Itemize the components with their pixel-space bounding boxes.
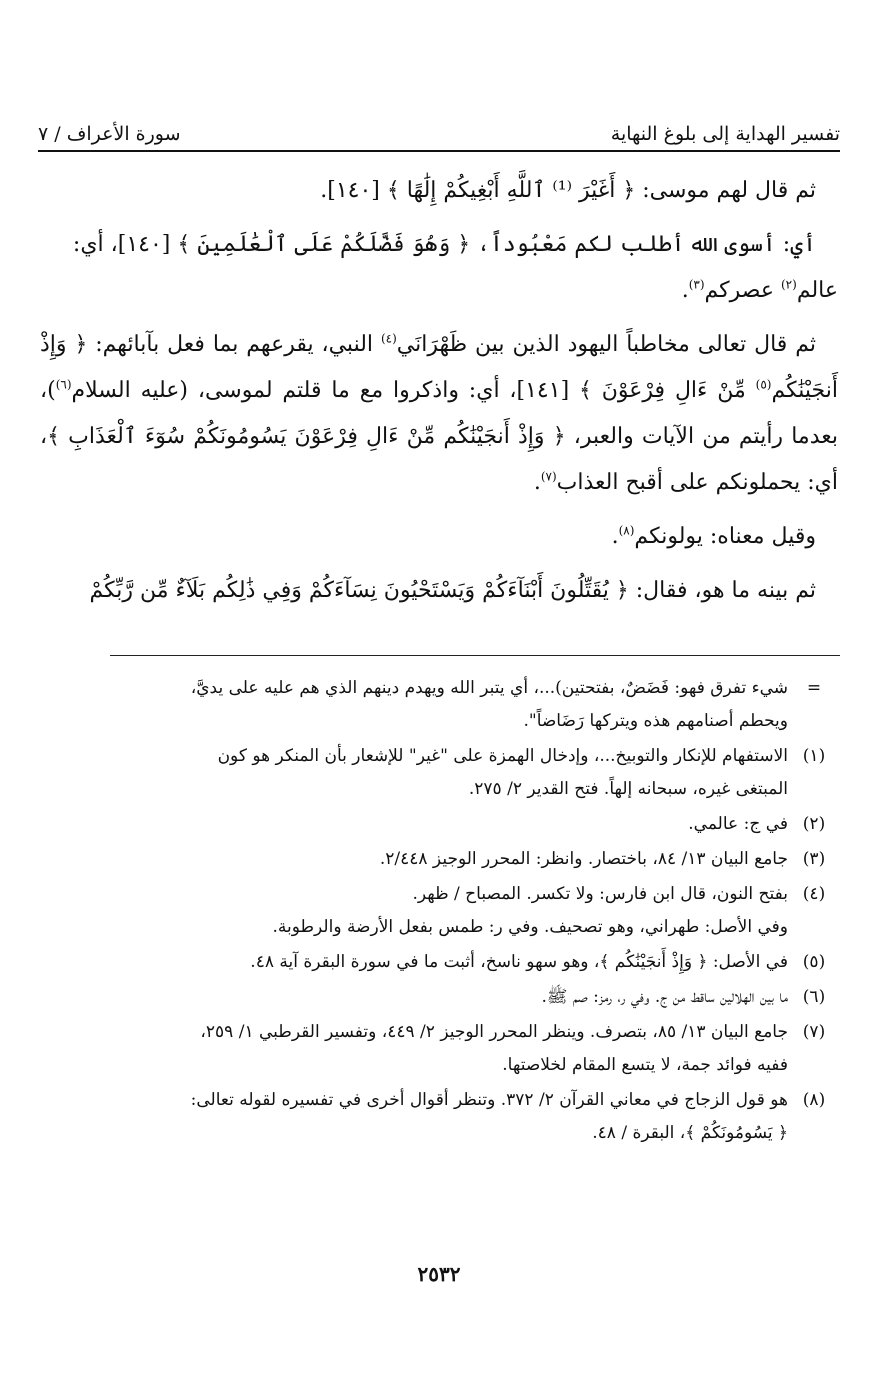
footnote-ref-7: (٧) bbox=[540, 469, 557, 484]
surah-label: سورة الأعراف / ٧ bbox=[38, 123, 181, 145]
footnote-item bbox=[38, 808, 840, 841]
book-title: تفسير الهداية إلى بلوغ النهاية bbox=[610, 123, 840, 145]
footnote-line: في الأصل: ﴿ وَإِذْ أَنجَيْنَٰكُم ﴾، وهو سهو ناسخ، أثبت ما في سورة البقرة آية ٤٨. bbox=[250, 952, 788, 972]
footnote-ref-2: (٢) bbox=[780, 277, 797, 292]
footnote-separator bbox=[110, 655, 840, 656]
footnote-number: (٣) bbox=[802, 849, 826, 869]
footnote-number: (٥) bbox=[802, 952, 826, 972]
footnote-line: ما بين الهلالين ساقط من ج. وفي ر، رمز: صم ﷺ. bbox=[541, 987, 788, 1007]
paragraph-2-line-1: أي: أسوى الله أطلب لكم مَعْبُوداً، ﴿ وَهُوَ فَضَّلَكُمْ عَلَى ٱلْعَٰلَمِينَ ﴾ [١٤٠]، أي: bbox=[72, 232, 816, 257]
paragraph-4 bbox=[40, 514, 838, 560]
footnote-number: (١) bbox=[802, 746, 826, 766]
footnote-ref-6: (٦) bbox=[55, 377, 72, 392]
paragraph-2-text: عالم bbox=[796, 278, 838, 303]
footnote-number: (٢) bbox=[802, 814, 826, 834]
footnote-text bbox=[38, 946, 788, 979]
footnote-line: شيء تفرق فهو: فَضَضٌ، بفتحتين)...، أي يتبر الله ويهدم دينهم الذي هم عليه على يديَّ، bbox=[190, 678, 788, 698]
footnote-text bbox=[38, 1084, 788, 1150]
paragraph-4-text: . bbox=[611, 524, 619, 549]
footnote-line: الاستفهام للإنكار والتوبيخ...، وإدخال الهمزة على "غير" للإشعار بأن المنكر هو كون bbox=[217, 746, 788, 766]
footnote-line: جامع البيان ١٣/ ٨٤، باختصار. وانظر: المحرر الوجيز ٢/٤٤٨. bbox=[379, 849, 788, 869]
footnote-item bbox=[38, 1084, 840, 1150]
footnote-line: ويحطم أصنامهم هذه ويتركها رَضَاضاً". bbox=[523, 711, 788, 731]
footnote-line: في ج: عالمي. bbox=[688, 814, 788, 834]
paragraph-3-text: مِّنْ ءَالِ فِرْعَوْنَ ﴾ [١٤١]، أي: واذكروا مع ما قلتم لموسى، (عليه السلام bbox=[71, 378, 756, 403]
footnote-number: = bbox=[806, 678, 822, 698]
footnote-text bbox=[38, 740, 788, 806]
footnote-number: (٤) bbox=[802, 884, 826, 904]
paragraph-3-text: ثم قال تعالى مخاطباً اليهود الذين بين ظَهْرَانَي bbox=[396, 332, 816, 357]
footnote-line: هو قول الزجاج في معاني القرآن ٢/ ٣٧٢. وتنظر أقوال أخرى في تفسيره لقوله تعالى: bbox=[190, 1090, 788, 1110]
paragraph-3-text: النبي، يقرعهم بما فعل بآبائهم: ﴿ وَإِذْ أَنجَيْنَٰكُم bbox=[40, 332, 838, 403]
footnotes bbox=[38, 672, 840, 1152]
footnote-item bbox=[38, 843, 840, 876]
footnote-text bbox=[38, 981, 788, 1014]
footnote-ref-8: (٨) bbox=[618, 523, 635, 538]
footnote-item bbox=[38, 672, 840, 738]
header-rule bbox=[38, 150, 840, 152]
footnote-item bbox=[38, 981, 840, 1014]
footnote-ref-3: (٣) bbox=[688, 277, 705, 292]
page-number: ٢٥٣٢ bbox=[417, 1262, 461, 1286]
footnote-number: (٧) bbox=[802, 1022, 826, 1042]
main-text bbox=[40, 168, 838, 622]
footnote-text bbox=[38, 1016, 788, 1082]
paragraph-3 bbox=[40, 322, 838, 506]
paragraph-3-text: . bbox=[533, 470, 541, 495]
footnote-ref-4: (٤) bbox=[380, 331, 397, 346]
footnote-item bbox=[38, 740, 840, 806]
footnote-number: (٦) bbox=[802, 987, 826, 1007]
footnote-number: (٨) bbox=[802, 1090, 826, 1110]
footnote-text bbox=[38, 808, 788, 841]
paragraph-4-text: وقيل معناه: يولونكم bbox=[634, 524, 816, 549]
footnote-line: ففيه فوائد جمة، لا يتسع المقام لخلاصتها. bbox=[502, 1055, 788, 1075]
footnote-line: المبتغى غيره، سبحانه إلهاً. فتح القدير ٢/ ٢٧٥. bbox=[468, 779, 788, 799]
paragraph-1: ثم قال لهم موسى: ﴿ أَغَيْرَ ⁽¹⁾ ٱللَّهِ أَبْغِيكُمْ إِلَٰهًا ﴾ [١٤٠]. bbox=[320, 178, 816, 203]
footnote-line: بفتح النون، قال ابن فارس: ولا تكسر. المصباح / ظهر. bbox=[412, 884, 788, 904]
footnote-line: ﴿ يَسُومُونَكُمْ ﴾، البقرة / ٤٨. bbox=[592, 1123, 788, 1143]
paragraph-2-text: عصركم bbox=[704, 278, 781, 303]
footnote-text bbox=[38, 878, 788, 944]
footnote-ref-5: (٥) bbox=[755, 377, 772, 392]
footnote-line: وفي الأصل: طهراني، وهو تصحيف. وفي ر: طمس بفعل الأرضة والرطوبة. bbox=[272, 917, 788, 937]
footnote-line: جامع البيان ١٣/ ٨٥، بتصرف. وينظر المحرر الوجيز ٢/ ٤٤٩، وتفسير القرطبي ١/ ٢٥٩، bbox=[200, 1022, 788, 1042]
paragraph-3-text: )، بعدما رأيتم من الآيات والعبر، ﴿ وَإِذْ أَنجَيْنَٰكُم مِّنْ ءَالِ فِرْعَوْنَ يَسُومُونَكُمْ سُوٓءَ ٱلْعَذَابِ ﴾، أي: يحملونكم على أقبح العذاب bbox=[40, 378, 838, 495]
paragraph-2 bbox=[40, 222, 838, 314]
footnote-item bbox=[38, 1016, 840, 1082]
footnote-item bbox=[38, 878, 840, 944]
running-header bbox=[38, 108, 840, 144]
footnote-text bbox=[38, 843, 788, 876]
footnote-item bbox=[38, 946, 840, 979]
book-page bbox=[38, 0, 840, 1381]
paragraph-2-text: . bbox=[681, 278, 689, 303]
footnote-text bbox=[38, 672, 788, 738]
paragraph-5: ثم بينه ما هو، فقال: ﴿ يُقَتِّلُونَ أَبْنَآءَكُمْ وَيَسْتَحْيُونَ نِسَآءَكُمْ وَفِي ذَٰلِكُم بَلَآءٌ مِّن رَّبِّكُمْ bbox=[89, 578, 816, 603]
